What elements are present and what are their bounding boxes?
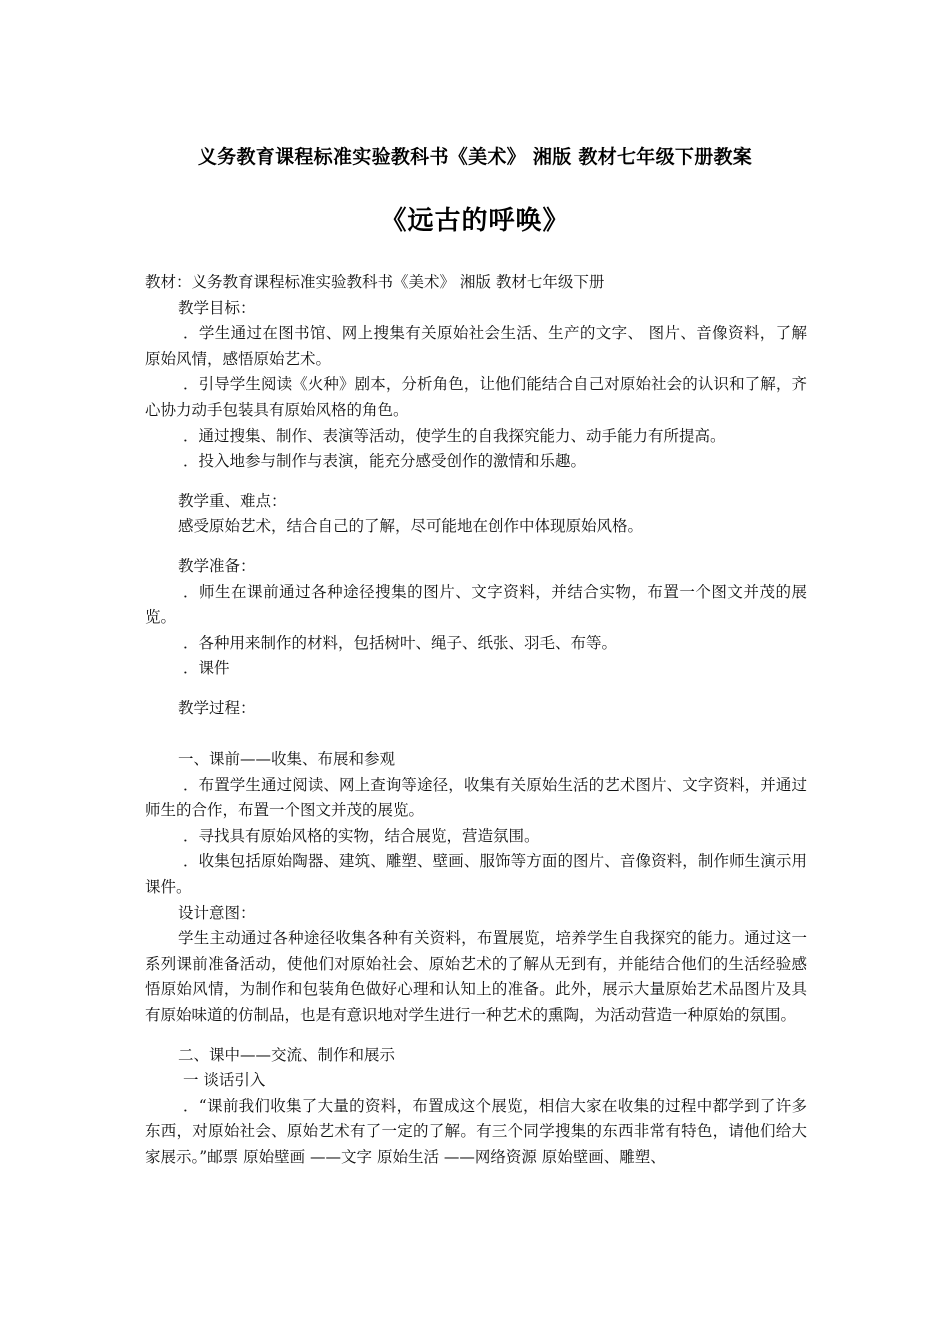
design-text: 学生主动通过各种途径收集各种有关资料，布置展览，培养学生自我探究的能力。通过这一系列课前准备活动，使他们对原始社会、原始艺术的了解从无到有，并能结合他们的生活经验感悟原始风情，为制作和包装角色做好心理和认知上的准备。此外，展示大量原始艺术品图片及具有原始味道的仿制品，也是有意识地对学生进行一种艺术的熏陶，为活动营造一种原始的氛围。 bbox=[145, 929, 807, 1025]
document-header: 义务教育课程标准实验教科书《美术》 湘版 教材七年级下册教案 bbox=[197, 146, 753, 168]
section2-subheading: 一 谈话引入 bbox=[183, 1071, 266, 1090]
process-heading: 教学过程： bbox=[178, 698, 256, 717]
textbook-line: 教材：义务教育课程标准实验教科书《美术》 湘版 教材七年级下册 bbox=[145, 273, 605, 291]
preparation-item: ．师生在课前通过各种途径搜集的图片、文字资料，并结合实物，布置一个图文并茂的展览。 bbox=[145, 582, 807, 627]
key-points-text: 感受原始艺术，结合自己的了解，尽可能地在创作中体现原始风格。 bbox=[178, 517, 644, 536]
section2-paragraph: ．“课前我们收集了大量的资料，布置成这个展览，相信大家在收集的过程中都学到了许多东西，对原始社会、原始艺术有了一定的了解。有三个同学搜集的东西非常有特色，请他们给大家展示。”邮票 原始壁画 ——文字 原始生活 ——网络资源 原始壁画、雕塑、 bbox=[145, 1096, 807, 1166]
objective-item: ．投入地参与制作与表演，能充分感受创作的激情和乐趣。 bbox=[183, 452, 587, 471]
document-body bbox=[145, 270, 807, 1171]
document-title: 《远古的呼唤》 bbox=[380, 206, 570, 236]
objective-item: ．引导学生阅读《火种》剧本，分析角色，让他们能结合自己对原始社会的认识和了解，齐心协力动手包装具有原始风格的角色。 bbox=[145, 375, 807, 419]
preparation-item: ．课件 bbox=[183, 659, 230, 678]
preparation-item: ．各种用来制作的材料，包括树叶、绳子、纸张、羽毛、布等。 bbox=[183, 633, 618, 652]
design-heading: 设计意图： bbox=[178, 903, 256, 922]
section2-heading: 二、课中——交流、制作和展示 bbox=[178, 1045, 396, 1064]
key-points-heading: 教学重、难点： bbox=[178, 491, 287, 510]
section1-item: ．收集包括原始陶器、建筑、雕塑、壁画、服饰等方面的图片、音像资料，制作师生演示用课件。 bbox=[145, 852, 807, 897]
section1-heading: 一、课前——收集、布展和参观 bbox=[178, 750, 396, 769]
objectives-heading: 教学目标： bbox=[178, 298, 256, 317]
section1-item: ．寻找具有原始风格的实物，结合展览，营造氛围。 bbox=[183, 826, 540, 845]
section1-item: ．布置学生通过阅读、网上查询等途径，收集有关原始生活的艺术图片、文字资料，并通过师生的合作，布置一个图文并茂的展览。 bbox=[145, 775, 807, 820]
objective-item: ．通过搜集、制作、表演等活动，使学生的自我探究能力、动手能力有所提高。 bbox=[183, 426, 726, 445]
preparation-heading: 教学准备： bbox=[178, 556, 256, 575]
objective-item: ．学生通过在图书馆、网上搜集有关原始社会生活、生产的文字、 图片、音像资料，了解原始风情，感悟原始艺术。 bbox=[145, 324, 807, 368]
